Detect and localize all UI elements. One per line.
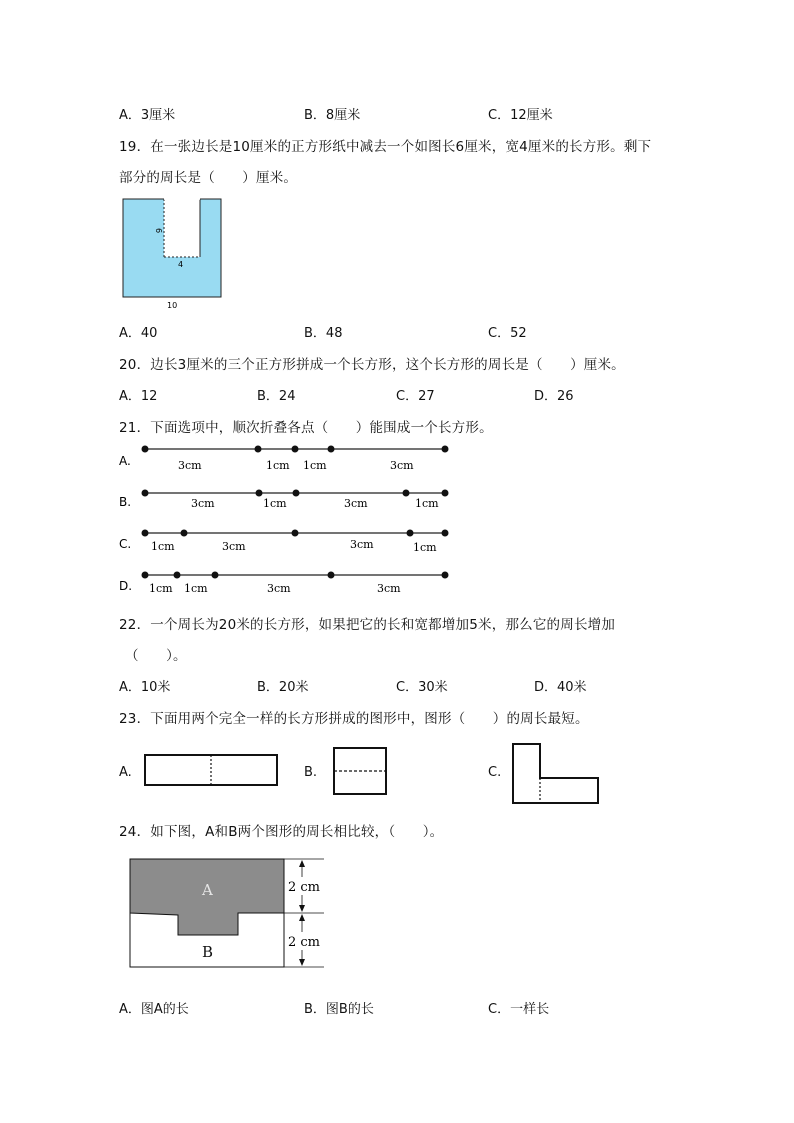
q21-row-c-dot xyxy=(181,530,188,537)
q19-label-6: 6 xyxy=(154,228,163,234)
q21-row-c-label: 1cm xyxy=(151,540,175,553)
q21-row-d-dot xyxy=(212,572,219,579)
q19-figure xyxy=(118,195,228,313)
q24-text: 24．如下图，A和B两个图形的周长相比较，（ ）。 xyxy=(119,824,444,840)
q18-option-c[interactable]: C．12厘米 xyxy=(488,108,553,123)
q20-text: 20．边长3厘米的三个正方形拼成一个长方形，这个长方形的周长是（ ）厘米。 xyxy=(119,357,625,373)
q21-row-b-letter[interactable]: B. xyxy=(119,495,132,509)
q21-row-d-label: 1cm xyxy=(149,582,173,595)
q21-row-d-dot xyxy=(328,572,335,579)
q22-text-line1: 22．一个周长为20米的长方形，如果把它的长和宽都增加5米，那么它的周长增加 xyxy=(119,617,616,633)
q21-row-a-label: 3cm xyxy=(178,459,202,472)
q20-option-a[interactable]: A．12 xyxy=(119,389,158,404)
q21-row-c-label: 3cm xyxy=(222,540,246,553)
q21-row-c-dot xyxy=(442,530,449,537)
q23-figure-c xyxy=(510,741,604,807)
q21-row-a-label: 1cm xyxy=(303,459,327,472)
q18-option-a[interactable]: A．3厘米 xyxy=(119,108,176,123)
q21-row-b-dot xyxy=(403,490,410,497)
q21-row-a-dot xyxy=(292,446,299,453)
q23-figure-a xyxy=(143,752,281,788)
q21-row-b-label: 1cm xyxy=(415,497,439,510)
q19-option-a[interactable]: A．40 xyxy=(119,326,158,341)
q19-text-line2: 部分的周长是（ ）厘米。 xyxy=(119,170,298,186)
q21-row-a-dot xyxy=(255,446,262,453)
q23-label-b[interactable]: B. xyxy=(304,765,318,780)
q22-text-line2: （ ）。 xyxy=(125,648,187,664)
q21-row-d-letter[interactable]: D. xyxy=(119,579,133,593)
q19-label-10: 10 xyxy=(167,301,178,310)
q24-dim-top: 2 cm xyxy=(288,880,321,895)
q19-text-line1: 19．在一张边长是10厘米的正方形纸中减去一个如图长6厘米，宽4厘米的长方形。剩下 xyxy=(119,139,652,155)
q21-row-d-dot xyxy=(442,572,449,579)
q19-label-4: 4 xyxy=(178,260,184,269)
q20-option-d[interactable]: D．26 xyxy=(534,389,574,404)
q21-row-d-dot xyxy=(174,572,181,579)
q21-row-c-dot xyxy=(407,530,414,537)
q21-row-a-dot xyxy=(142,446,149,453)
q18-option-b[interactable]: B．8厘米 xyxy=(304,108,361,123)
q21-row-b-dot xyxy=(142,490,149,497)
q19-option-b[interactable]: B．48 xyxy=(304,326,343,341)
q21-row-c-dot xyxy=(292,530,299,537)
q21-row-b-label: 1cm xyxy=(263,497,287,510)
q20-option-c[interactable]: C．27 xyxy=(396,389,435,404)
q23-label-c[interactable]: C. xyxy=(488,765,502,780)
q24-label-a: A xyxy=(202,881,213,899)
q21-row-c-label: 3cm xyxy=(350,538,374,551)
q21-figure xyxy=(115,440,455,600)
q21-row-a-letter[interactable]: A. xyxy=(119,454,131,468)
q20-option-b[interactable]: B．24 xyxy=(257,389,296,404)
q21-row-b-dot xyxy=(256,490,263,497)
q23-text: 23．下面用两个完全一样的长方形拼成的图形中，图形（ ）的周长最短。 xyxy=(119,711,589,727)
q21-row-d-dot xyxy=(142,572,149,579)
q23-label-a[interactable]: A. xyxy=(119,765,132,780)
q21-row-a-label: 3cm xyxy=(390,459,414,472)
q19-option-c[interactable]: C．52 xyxy=(488,326,527,341)
q24-option-a[interactable]: A．图A的长 xyxy=(119,1002,189,1017)
q24-dim-bottom: 2 cm xyxy=(288,935,321,950)
q21-row-c-label: 1cm xyxy=(413,541,437,554)
q21-row-a-dot xyxy=(328,446,335,453)
q21-row-b-dot xyxy=(442,490,449,497)
q24-option-b[interactable]: B．图B的长 xyxy=(304,1002,374,1017)
q23-figure-b xyxy=(331,745,391,797)
q24-option-c[interactable]: C．一样长 xyxy=(488,1002,550,1017)
q21-row-b-dot xyxy=(293,490,300,497)
q22-option-a[interactable]: A．10米 xyxy=(119,680,171,695)
q22-option-c[interactable]: C．30米 xyxy=(396,680,448,695)
q21-row-d-label: 1cm xyxy=(184,582,208,595)
q24-figure xyxy=(126,855,332,973)
q21-row-a-dot xyxy=(442,446,449,453)
q21-row-b-label: 3cm xyxy=(344,497,368,510)
q21-row-d-label: 3cm xyxy=(377,582,401,595)
q21-row-b-label: 3cm xyxy=(191,497,215,510)
q21-row-d-label: 3cm xyxy=(267,582,291,595)
q21-row-c-dot xyxy=(142,530,149,537)
q21-row-a-label: 1cm xyxy=(266,459,290,472)
q24-label-b: B xyxy=(202,943,214,961)
q21-text: 21．下面选项中，顺次折叠各点（ ）能围成一个长方形。 xyxy=(119,420,493,436)
q21-row-c-letter[interactable]: C. xyxy=(119,537,132,551)
q22-option-b[interactable]: B．20米 xyxy=(257,680,309,695)
q22-option-d[interactable]: D．40米 xyxy=(534,680,587,695)
